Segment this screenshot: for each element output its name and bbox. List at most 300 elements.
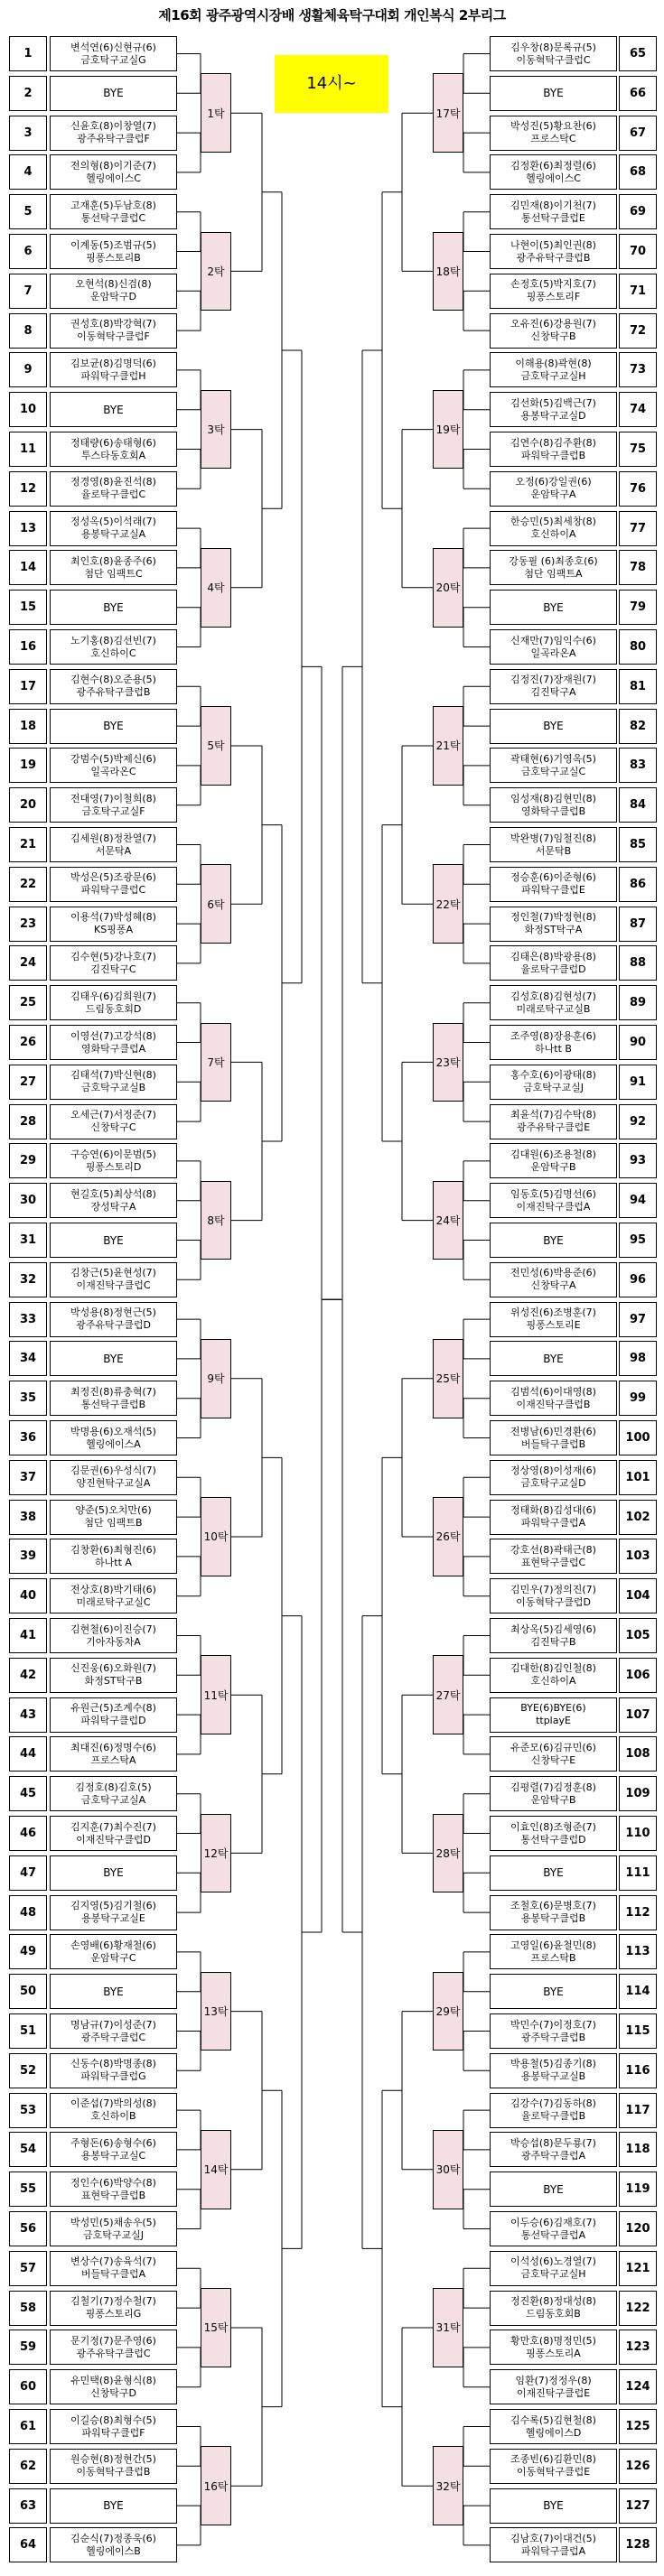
team-club: 통선탁구클럽E <box>521 211 585 224</box>
seed-number: 34 <box>9 1341 47 1376</box>
team-players: 노기홍(8)김선빈(7) <box>70 634 156 646</box>
seed-number: 91 <box>619 1065 657 1100</box>
seed-number: 72 <box>619 313 657 349</box>
team-club: 핑퐁스토리D <box>85 1160 142 1173</box>
team-players: BYE <box>543 87 564 100</box>
team-club: 장성탁구A <box>90 1200 136 1213</box>
seed-number: 118 <box>619 2132 657 2167</box>
team-players: 김범석(6)이대영(8) <box>510 1385 596 1398</box>
team-players: BYE <box>543 1233 564 1247</box>
seed-number: 32 <box>9 1262 47 1297</box>
team-players: BYE <box>103 403 124 416</box>
seed-number: 92 <box>619 1104 657 1139</box>
team-players: BYE <box>103 1352 124 1365</box>
seed-number: 93 <box>619 1143 657 1178</box>
team-club: 이재진탁구클럽E <box>516 2386 591 2399</box>
table-label: 28탁 <box>433 1814 463 1893</box>
team-players: 박완병(7)임철진(8) <box>510 832 596 844</box>
team-club: 파워탁구클럽G <box>80 2070 146 2083</box>
team-club: 운암탁구B <box>530 1793 576 1806</box>
team-players: 김대원(6)조용철(8) <box>510 1148 596 1160</box>
team-club: ttplayE <box>536 1715 571 1727</box>
seed-number: 18 <box>9 709 47 744</box>
team-players: 한승민(5)최세창(8) <box>510 516 596 528</box>
team-players: 신윤호(8)이창열(7) <box>70 120 156 133</box>
team-club: 서문탁B <box>535 844 572 857</box>
team-club: 이동혁탁구클럽D <box>516 1595 591 1608</box>
seed-number: 46 <box>9 1816 47 1851</box>
team-club: 파워탁구클럽A <box>520 1517 586 1530</box>
seed-number: 27 <box>9 1065 47 1100</box>
seed-number: 84 <box>619 787 657 823</box>
team-players: 신재만(7)임익수(6) <box>510 634 596 646</box>
seed-number: 2 <box>9 76 47 111</box>
team-players: 현길호(5)최상석(8) <box>70 1187 156 1200</box>
table-label: 10탁 <box>201 1497 231 1576</box>
seed-number: 61 <box>9 2409 47 2444</box>
team-club: 이재진탁구클럽A <box>516 1200 591 1213</box>
team-players: 김세원(8)정찬열(7) <box>70 832 156 844</box>
seed-number: 106 <box>619 1658 657 1693</box>
seed-number: 89 <box>619 985 657 1020</box>
seed-number: 114 <box>619 1974 657 2009</box>
team-players: 강범수(5)박제신(6) <box>70 752 156 765</box>
table-label: 2탁 <box>201 232 231 312</box>
table-label: 4탁 <box>201 548 231 628</box>
team-players: 김태은(8)박광용(8) <box>510 950 596 963</box>
team-players: 박민수(7)이정호(7) <box>510 2018 596 2031</box>
seed-number: 119 <box>619 2171 657 2207</box>
seed-number: 77 <box>619 511 657 546</box>
seed-number: 19 <box>9 748 47 783</box>
team-club: 파워탁구클럽D <box>80 1715 146 1727</box>
team-club: 광주탁구클럽A <box>520 2149 586 2162</box>
team-players: 정진환(8)정대성(8) <box>510 2295 596 2308</box>
seed-number: 38 <box>9 1500 47 1535</box>
team-players: 손정호(5)박지호(7) <box>510 278 596 291</box>
seed-number: 51 <box>9 2013 47 2049</box>
seed-number: 12 <box>9 471 47 507</box>
team-players: 김정진(7)장재원(7) <box>510 674 596 686</box>
seed-number: 108 <box>619 1736 657 1772</box>
team-players: 김창근(5)윤현성(7) <box>70 1267 156 1279</box>
team-club: 광주유탁구클럽C <box>76 2347 151 2359</box>
team-players: 박성진(5)황요찬(6) <box>510 120 596 133</box>
seed-number: 63 <box>9 2488 47 2524</box>
seed-number: 80 <box>619 629 657 665</box>
team-club: 파워탁구클럽B <box>520 449 586 461</box>
seed-number: 33 <box>9 1302 47 1337</box>
team-players: 조종빈(6)김환민(8) <box>510 2453 596 2466</box>
team-club: 프로스탁A <box>90 1753 136 1766</box>
seed-number: 67 <box>619 116 657 151</box>
seed-number: 65 <box>619 36 657 71</box>
team-players: BYE <box>543 2182 564 2196</box>
team-players: 김연수(8)김주환(8) <box>510 436 596 449</box>
seed-number: 117 <box>619 2093 657 2128</box>
team-club: 드림동호회B <box>526 2308 581 2320</box>
team-club: 하나tt B <box>535 1042 572 1055</box>
team-club: 이재진탁구클럽D <box>76 1833 151 1846</box>
team-players: 김지영(5)김기철(6) <box>70 1900 156 1912</box>
team-club: 이동혁탁구클럽E <box>516 2466 591 2478</box>
team-players: 정인수(6)박양수(8) <box>70 2176 156 2189</box>
team-players: 신진웅(6)오화원(7) <box>70 1662 156 1675</box>
team-players: 최인호(8)윤종주(6) <box>70 554 156 567</box>
seed-number: 29 <box>9 1143 47 1178</box>
team-players: 위성진(6)조병훈(7) <box>510 1307 596 1319</box>
team-players: BYE <box>103 600 124 614</box>
team-club: 핑퐁스토리F <box>526 291 581 303</box>
team-club: 영화탁구클럽B <box>520 804 586 817</box>
table-label: 5탁 <box>201 706 231 786</box>
team-players: 정경영(8)윤진석(8) <box>70 476 156 488</box>
team-club: 율로탁구클럽C <box>80 488 146 501</box>
seed-number: 85 <box>619 827 657 862</box>
team-club: 금호탁구교실C <box>520 765 586 777</box>
seed-number: 64 <box>9 2527 47 2562</box>
team-club: 용봉탁구교실C <box>80 2149 146 2162</box>
team-players: BYE <box>103 720 124 733</box>
team-club: 광주탁구클럽C <box>80 2031 146 2043</box>
team-players: 고재훈(5)두남호(8) <box>70 199 156 211</box>
table-label: 31탁 <box>433 2288 463 2367</box>
team-club: 용봉탁구교실E <box>81 1912 145 1925</box>
team-players: 강동필 (6)최종호(6) <box>509 554 598 567</box>
team-club: 율로탁구클럽B <box>520 2110 586 2123</box>
seed-number: 82 <box>619 709 657 744</box>
team-club: 헬링에이스C <box>526 172 581 184</box>
seed-number: 9 <box>9 352 47 387</box>
team-players: BYE(6)BYE(6) <box>520 1702 586 1715</box>
table-label: 20탁 <box>433 548 463 628</box>
team-club: 광주유탁구클럽F <box>77 133 150 145</box>
seed-number: 120 <box>619 2211 657 2246</box>
table-label: 6탁 <box>201 864 231 944</box>
team-players: BYE <box>103 1985 124 1998</box>
team-club: 호신하이C <box>90 646 136 659</box>
seed-number: 28 <box>9 1104 47 1139</box>
seed-number: 95 <box>619 1223 657 1258</box>
team-players: 정태량(6)송태형(6) <box>70 436 156 449</box>
seed-number: 115 <box>619 2013 657 2049</box>
team-players: 신동수(8)박명종(8) <box>70 2058 156 2070</box>
team-club: 핑퐁스토리G <box>85 2308 142 2320</box>
team-players: 김문권(6)우성식(7) <box>70 1465 156 1477</box>
seed-number: 45 <box>9 1776 47 1811</box>
team-players: 오세근(7)서정준(7) <box>70 1109 156 1121</box>
seed-number: 83 <box>619 748 657 783</box>
team-players: BYE <box>103 1866 124 1880</box>
team-players: BYE <box>543 1352 564 1365</box>
team-club: 금호탁구교실H <box>520 2268 586 2281</box>
team-club: 운암탁구C <box>90 1951 136 1964</box>
team-club: 이동혁탁구클럽C <box>516 53 591 66</box>
team-players: 김현철(6)이진승(7) <box>70 1623 156 1635</box>
seed-number: 20 <box>9 787 47 823</box>
team-players: 최대진(6)정명수(6) <box>70 1741 156 1753</box>
seed-number: 41 <box>9 1618 47 1653</box>
seed-number: 25 <box>9 985 47 1020</box>
team-players: 원승현(8)정현간(5) <box>70 2453 156 2466</box>
team-club: 광주유탁구클럽B <box>76 686 151 699</box>
team-club: 헬링에이스C <box>86 172 141 184</box>
team-club: 김진탁구C <box>90 963 136 975</box>
seed-number: 31 <box>9 1223 47 1258</box>
table-label: 16탁 <box>201 2446 231 2525</box>
seed-number: 87 <box>619 907 657 942</box>
team-players: 주형돈(6)송형수(6) <box>70 2136 156 2149</box>
seed-number: 54 <box>9 2132 47 2167</box>
seed-number: 74 <box>619 392 657 427</box>
seed-number: 122 <box>619 2291 657 2326</box>
seed-number: 1 <box>9 36 47 71</box>
team-players: 오현석(8)신검(8) <box>75 278 152 291</box>
seed-number: 128 <box>619 2527 657 2562</box>
team-players: 나현이(5)최인권(8) <box>510 238 596 251</box>
team-players: 김성호(8)김현성(7) <box>510 990 596 1002</box>
team-club: 신창탁구E <box>530 1753 576 1766</box>
seed-number: 16 <box>9 629 47 665</box>
team-club: 핑퐁스토리B <box>86 251 141 264</box>
team-players: 고영일(6)윤철민(8) <box>510 1939 596 1951</box>
table-label: 13탁 <box>201 1972 231 2051</box>
seed-number: 70 <box>619 234 657 269</box>
team-club: 통선탁구클럽C <box>80 211 146 224</box>
table-label: 11탁 <box>201 1655 231 1734</box>
team-players: 김철기(7)정수철(7) <box>70 2295 156 2308</box>
team-club: 투스타동호회A <box>80 449 146 461</box>
team-club: 율로탁구클럽D <box>520 963 586 975</box>
team-players: 권성호(8)박강혁(7) <box>70 318 156 330</box>
team-players: 정승훈(6)이준형(6) <box>510 871 596 884</box>
team-players: 김창환(6)최형진(6) <box>70 1543 156 1556</box>
team-club: 금호탁구교실J <box>523 1082 584 1094</box>
table-label: 17탁 <box>433 73 463 153</box>
seed-number: 126 <box>619 2449 657 2484</box>
team-players: 최정진(8)류충혁(7) <box>70 1385 156 1398</box>
team-players: 전상호(8)박기태(6) <box>70 1583 156 1595</box>
team-club: 금호탁구교실F <box>81 804 145 817</box>
team-club: 금호탁구교실A <box>80 1793 146 1806</box>
seed-number: 35 <box>9 1381 47 1416</box>
seed-number: 73 <box>619 352 657 387</box>
seed-number: 75 <box>619 432 657 467</box>
team-players: 이두승(6)김재호(7) <box>510 2216 596 2228</box>
team-club: 일곡라온A <box>530 646 576 659</box>
team-club: 일곡라온C <box>90 765 136 777</box>
team-club: 미래로탁구교실B <box>516 1002 591 1015</box>
team-players: 김남호(7)이대건(5) <box>510 2532 596 2544</box>
team-club: 호신하이A <box>530 1675 576 1688</box>
team-club: 헬링에이스D <box>525 2426 582 2439</box>
team-club: 버들탁구클럽B <box>520 1437 586 1450</box>
page-title: 제16회 광주광역시장배 생활체육탁구대회 개인복식 2부리그 <box>158 7 506 23</box>
table-label: 23탁 <box>433 1023 463 1102</box>
seed-number: 105 <box>619 1618 657 1653</box>
team-club: 파워탁구클럽E <box>521 884 585 897</box>
table-label: 30탁 <box>433 2130 463 2209</box>
seed-number: 103 <box>619 1539 657 1574</box>
seed-number: 36 <box>9 1420 47 1455</box>
seed-number: 50 <box>9 1974 47 2009</box>
table-label: 14탁 <box>201 2130 231 2209</box>
seed-number: 124 <box>619 2369 657 2404</box>
team-club: 호신하이A <box>530 528 576 541</box>
team-club: 김진탁구A <box>530 686 576 699</box>
seed-number: 123 <box>619 2330 657 2365</box>
table-label: 1탁 <box>201 73 231 153</box>
team-players: 정태화(8)김성대(6) <box>510 1504 596 1517</box>
seed-number: 39 <box>9 1539 47 1574</box>
team-club: 운암탁구D <box>90 291 136 303</box>
team-players: 임성재(8)김현민(8) <box>510 792 596 804</box>
seed-number: 5 <box>9 194 47 229</box>
seed-number: 113 <box>619 1934 657 1969</box>
team-club: 핑퐁스토리E <box>526 1319 581 1332</box>
team-players: 최상옥(5)김세영(6) <box>510 1623 596 1635</box>
table-label: 29탁 <box>433 1972 463 2051</box>
team-club: 기아자동차A <box>86 1635 141 1648</box>
team-players: 오정(6)강일권(6) <box>515 476 592 488</box>
team-club: 파워탁구클럽C <box>80 884 146 897</box>
team-club: 금호탁구교실B <box>80 1082 146 1094</box>
team-players: 전의형(8)이기준(7) <box>70 159 156 172</box>
seed-number: 13 <box>9 511 47 546</box>
team-players: 김태석(7)박신현(8) <box>70 1069 156 1082</box>
seed-number: 94 <box>619 1183 657 1218</box>
team-players: 김정호(8)김호(5) <box>75 1781 152 1793</box>
team-club: 파워탁구클럽F <box>81 2426 145 2439</box>
team-players: 이계동(5)조범규(5) <box>70 238 156 251</box>
seed-number: 99 <box>619 1381 657 1416</box>
team-club: 통선탁구클럽B <box>80 1398 146 1410</box>
team-club: 이재진탁구클럽C <box>76 1279 151 1292</box>
table-label: 22탁 <box>433 864 463 944</box>
seed-number: 116 <box>619 2053 657 2088</box>
team-club: 광주유탁구클럽D <box>76 1319 151 1332</box>
team-players: 홍수호(6)이광태(8) <box>510 1069 596 1082</box>
seed-number: 44 <box>9 1736 47 1772</box>
team-club: 광주유탁구클럽E <box>516 1121 591 1134</box>
team-club: 금호탁구교실H <box>520 369 586 382</box>
team-players: 박명용(6)오재석(5) <box>70 1425 156 1437</box>
team-players: 변석연(6)신현규(6) <box>70 41 156 53</box>
seed-number: 104 <box>619 1578 657 1613</box>
seed-number: 110 <box>619 1816 657 1851</box>
table-label: 9탁 <box>201 1339 231 1418</box>
team-players: BYE <box>543 720 564 733</box>
team-club: 용봉탁구교실A <box>80 528 146 541</box>
team-club: 핑퐁스토리A <box>526 2347 581 2359</box>
seed-number: 127 <box>619 2488 657 2524</box>
team-club: 영화탁구클럽A <box>80 1042 146 1055</box>
table-label: 21탁 <box>433 706 463 786</box>
seed-number: 17 <box>9 669 47 704</box>
team-club: 이동혁탁구클럽F <box>77 330 150 343</box>
team-club: 헬링에이스A <box>86 1437 141 1450</box>
team-players: 김수현(5)강나호(7) <box>70 950 156 963</box>
team-club: 금호탁구교실G <box>80 53 146 66</box>
team-club: 신창탁구A <box>530 1279 576 1292</box>
seed-number: 40 <box>9 1578 47 1613</box>
team-players: 김대한(8)김인철(8) <box>510 1662 596 1675</box>
seed-number: 48 <box>9 1895 47 1930</box>
seed-number: 90 <box>619 1025 657 1060</box>
team-club: 신창탁구B <box>530 330 576 343</box>
seed-number: 24 <box>9 945 47 981</box>
team-players: 박성용(8)정현근(5) <box>70 1307 156 1319</box>
team-club: 통선탁구클럽D <box>520 1833 586 1846</box>
team-club: 용봉탁구클럽B <box>520 1912 586 1925</box>
seed-number: 53 <box>9 2093 47 2128</box>
seed-number: 23 <box>9 907 47 942</box>
team-players: 박성은(5)조광문(6) <box>70 871 156 884</box>
team-players: 박승섭(8)문두룡(7) <box>510 2136 596 2149</box>
team-club: KS핑퐁A <box>94 924 133 936</box>
seed-number: 102 <box>619 1500 657 1535</box>
seed-number: 76 <box>619 471 657 507</box>
seed-number: 78 <box>619 550 657 585</box>
team-players: 전민성(6)박용준(6) <box>510 1267 596 1279</box>
team-club: 운암탁구B <box>530 1160 576 1173</box>
seed-number: 71 <box>619 274 657 309</box>
table-label: 26탁 <box>433 1497 463 1576</box>
team-players: 조철호(6)문병호(7) <box>510 1900 596 1912</box>
team-club: 드림동호회D <box>85 1002 142 1015</box>
team-players: 정성옥(5)이석래(7) <box>70 516 156 528</box>
team-players: 최윤석(7)김수탁(8) <box>510 1109 596 1121</box>
seed-number: 62 <box>9 2449 47 2484</box>
team-club: 첨단 임팩트B <box>84 1517 143 1530</box>
team-club: 프로스탁C <box>530 133 576 145</box>
team-players: 김민우(7)정의진(7) <box>510 1583 596 1595</box>
team-club: 서문탁A <box>95 844 132 857</box>
table-label: 27탁 <box>433 1655 463 1734</box>
team-players: 구승연(6)이문범(5) <box>70 1148 156 1160</box>
team-players: BYE <box>543 600 564 614</box>
team-players: 문기정(7)문주영(6) <box>70 2334 156 2347</box>
team-club: 첨단 임팩트A <box>524 567 583 580</box>
seed-number: 37 <box>9 1460 47 1495</box>
team-club: 신창탁구C <box>90 1121 136 1134</box>
team-players: BYE <box>543 1866 564 1880</box>
team-players: 김보균(8)김명덕(6) <box>70 357 156 369</box>
table-label: 8탁 <box>201 1181 231 1260</box>
team-club: 양진현탁구교실A <box>76 1477 151 1490</box>
seed-number: 121 <box>619 2251 657 2286</box>
team-players: 유원근(5)조계수(8) <box>70 1702 156 1715</box>
team-club: 이재진탁구클럽B <box>516 1398 591 1410</box>
seed-number: 56 <box>9 2211 47 2246</box>
team-club: 호신하이B <box>90 2110 136 2123</box>
team-club: 금호탁구교실J <box>83 2228 144 2241</box>
team-players: 박성민(5)채송우(5) <box>70 2216 156 2228</box>
team-players: 김지훈(7)최수진(7) <box>70 1820 156 1833</box>
team-club: 김진탁구B <box>530 1635 576 1648</box>
seed-number: 21 <box>9 827 47 862</box>
team-players: 김민재(8)이기천(7) <box>510 199 596 211</box>
team-club: 하나tt A <box>95 1556 132 1568</box>
team-players: BYE <box>103 1233 124 1247</box>
seed-number: 96 <box>619 1262 657 1297</box>
seed-number: 60 <box>9 2369 47 2404</box>
team-players: 김현수(8)오준용(5) <box>70 674 156 686</box>
table-label: 7탁 <box>201 1023 231 1102</box>
seed-number: 66 <box>619 76 657 111</box>
team-players: 임동호(5)김명선(6) <box>510 1187 596 1200</box>
seed-number: 111 <box>619 1855 657 1891</box>
